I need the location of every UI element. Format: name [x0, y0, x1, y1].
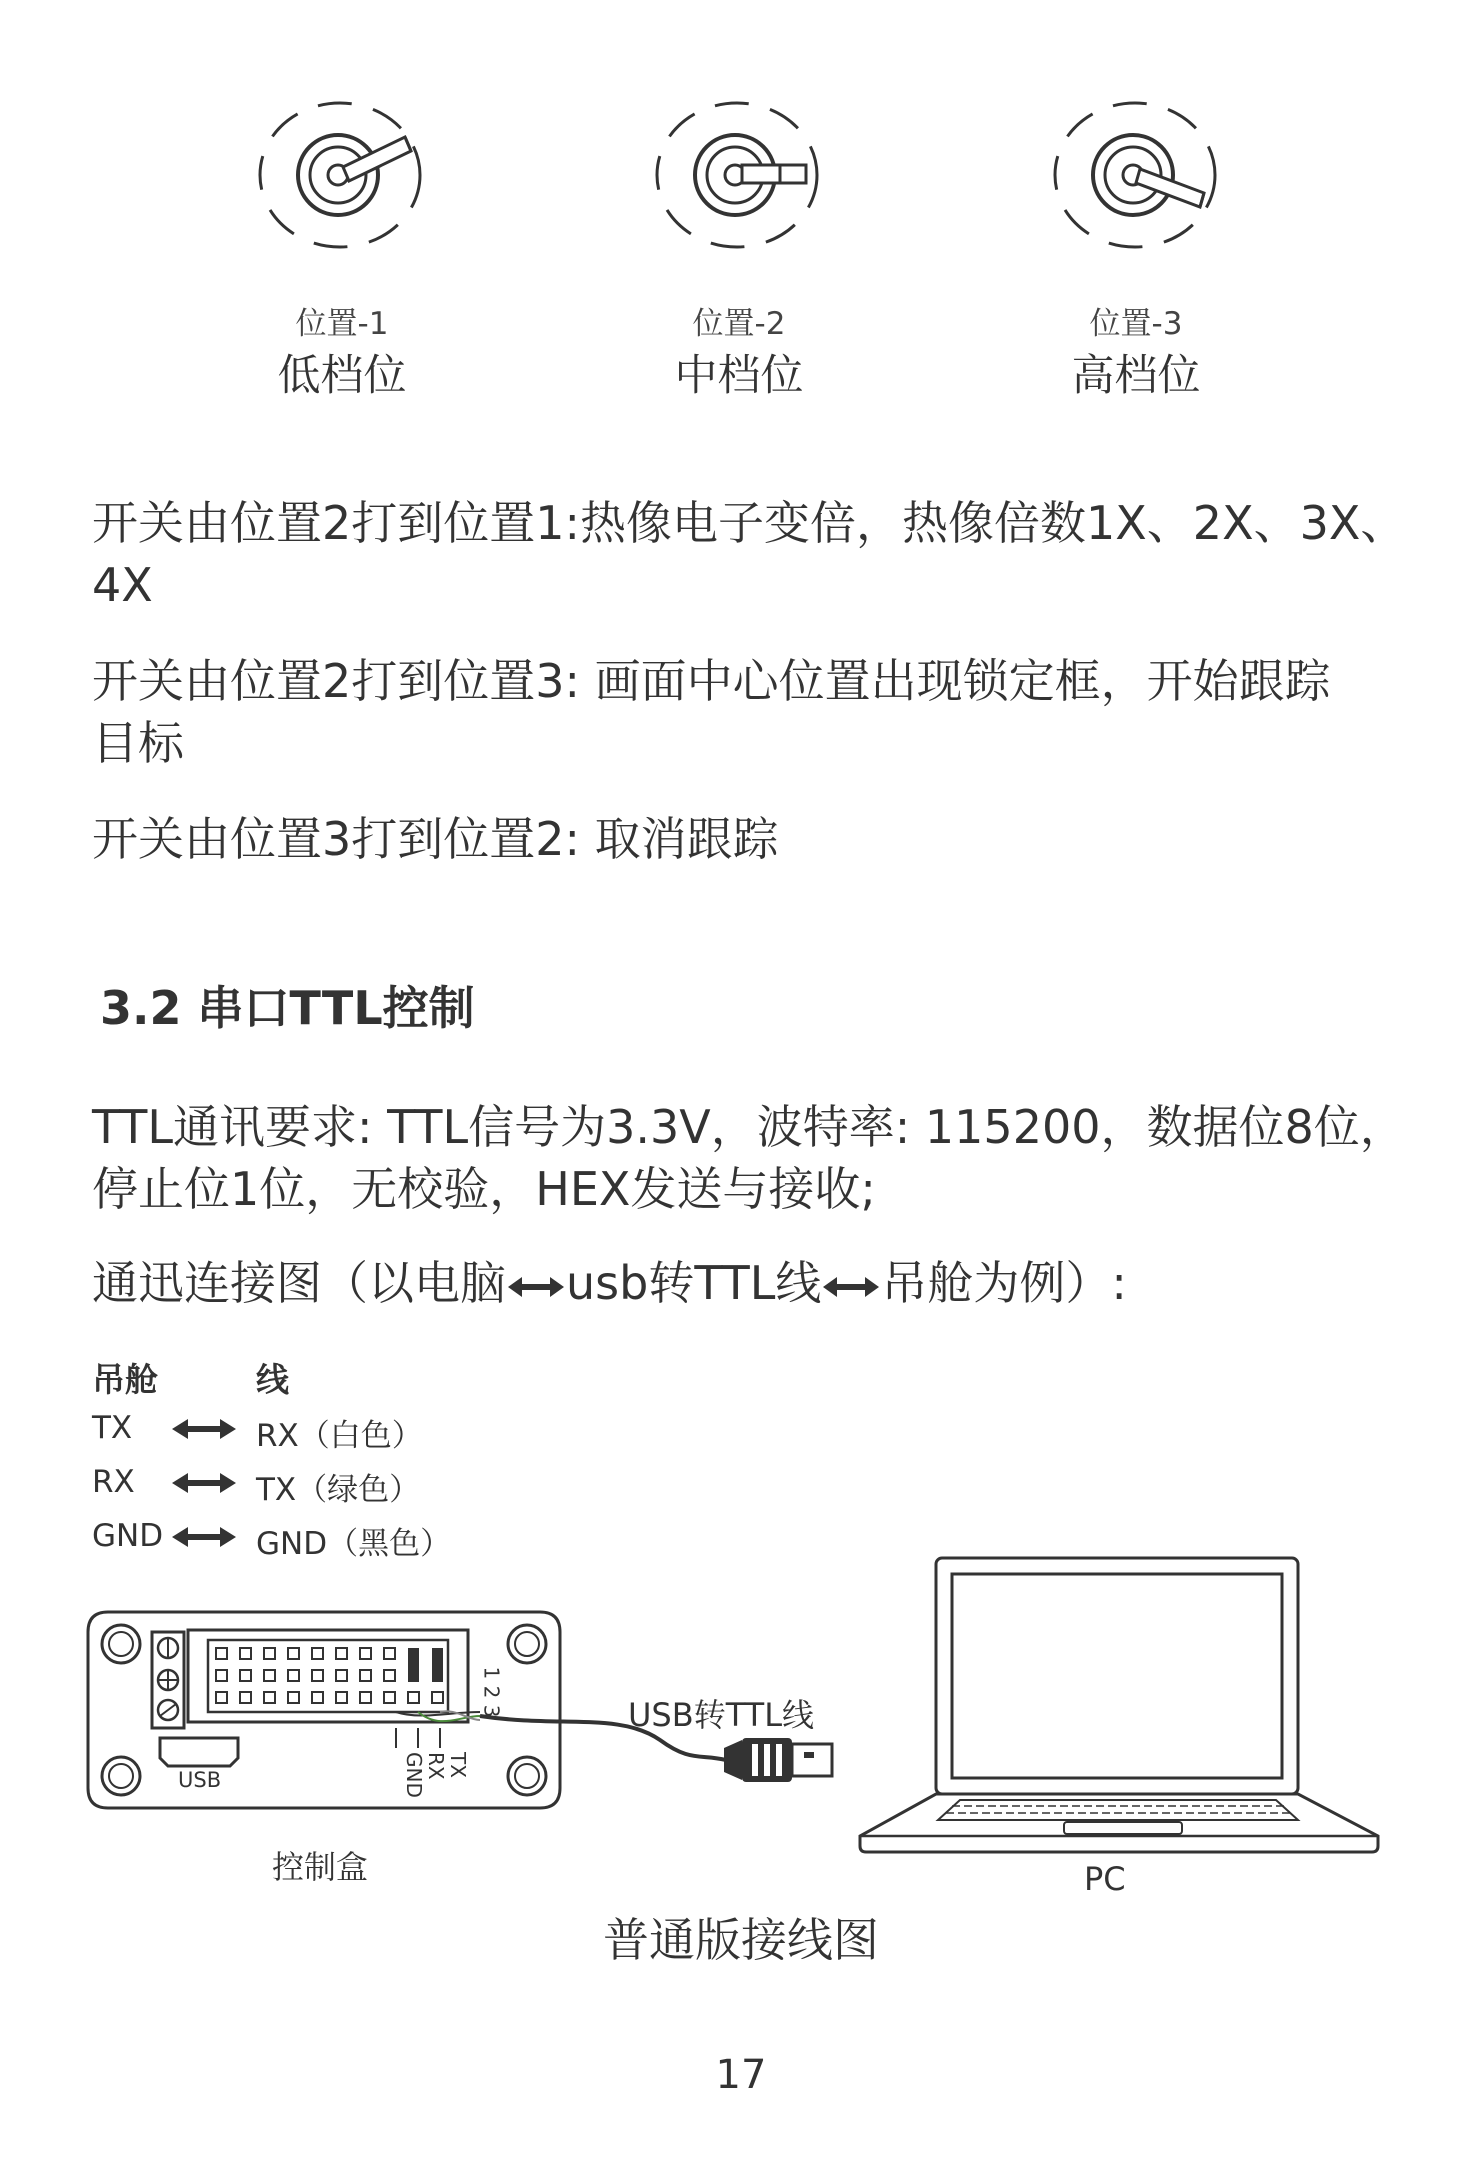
mapping-row-1-left: TX: [92, 1410, 133, 1446]
switch-position-1-icon: [255, 95, 425, 255]
control-box-label: 控制盒: [272, 1848, 369, 1886]
ttl-requirement-line1: TTL通讯要求: TTL信号为3.3V，波特率: 115200，数据位8位，: [92, 1100, 1406, 1154]
usb-port-label: USB: [178, 1768, 222, 1792]
connection-intro-suffix: 吊舱为例）:: [881, 1256, 1127, 1310]
pin-rx-label: RX: [424, 1752, 448, 1780]
pc-label: PC: [1084, 1860, 1126, 1898]
mapping-row-3-right: GND（黑色）: [256, 1526, 452, 1562]
switch-position-2-caption: 位置-2: [692, 306, 786, 342]
cable-label: USB转TTL线: [628, 1696, 815, 1734]
connection-intro: [92, 1252, 1412, 1314]
mapping-row-2-right: TX（绿色）: [256, 1472, 421, 1508]
paragraph-track-line2: 目标: [92, 716, 184, 770]
double-arrow-icon: [823, 1274, 879, 1300]
usb-plug: [724, 1738, 832, 1782]
pin-gnd-label: GND: [402, 1752, 426, 1798]
switch-position-3-name: 高档位: [1071, 351, 1201, 401]
switch-position-3-caption: 位置-3: [1089, 306, 1183, 342]
mapping-header-cable: 线: [256, 1360, 289, 1399]
ttl-requirement-line2: 停止位1位，无校验，HEX发送与接收;: [92, 1162, 876, 1216]
paragraph-zoom-line2: 4X: [92, 558, 153, 612]
switch-position-1-caption: 位置-1: [295, 306, 389, 342]
paragraph-cancel: 开关由位置3打到位置2: 取消跟踪: [92, 812, 779, 866]
double-arrow-icon: [172, 1416, 236, 1442]
pin-numbers-label: 1 2 3: [479, 1666, 504, 1718]
mapping-row-2-left: RX: [92, 1464, 135, 1500]
connection-intro-prefix: 通迅连接图（以电脑: [92, 1256, 506, 1310]
double-arrow-icon: [508, 1274, 564, 1300]
mapping-row-3-left: GND: [92, 1518, 164, 1554]
diagram-caption: 普通版接线图: [603, 1913, 879, 1967]
page-number: 17: [715, 2052, 767, 2098]
switch-position-1-name: 低档位: [277, 351, 407, 401]
paragraph-zoom-line1: 开关由位置2打到位置1:热像电子变倍，热像倍数1X、2X、3X、: [92, 496, 1407, 550]
switch-position-2-icon: [652, 95, 822, 255]
mapping-row-1-right: RX（白色）: [256, 1418, 423, 1454]
switch-position-3-icon: [1050, 95, 1220, 255]
double-arrow-icon: [172, 1470, 236, 1496]
connection-intro-mid: usb转TTL线: [566, 1256, 822, 1310]
pin-tx-label: TX: [446, 1752, 470, 1778]
section-heading: 3.2 串口TTL控制: [100, 981, 475, 1035]
switch-position-2-name: 中档位: [674, 351, 804, 401]
paragraph-track-line1: 开关由位置2打到位置3: 画面中心位置出现锁定框，开始跟踪: [92, 654, 1331, 708]
pc-laptop-icon: [860, 1558, 1378, 1852]
mapping-header-gimbal: 吊舱: [92, 1360, 158, 1399]
